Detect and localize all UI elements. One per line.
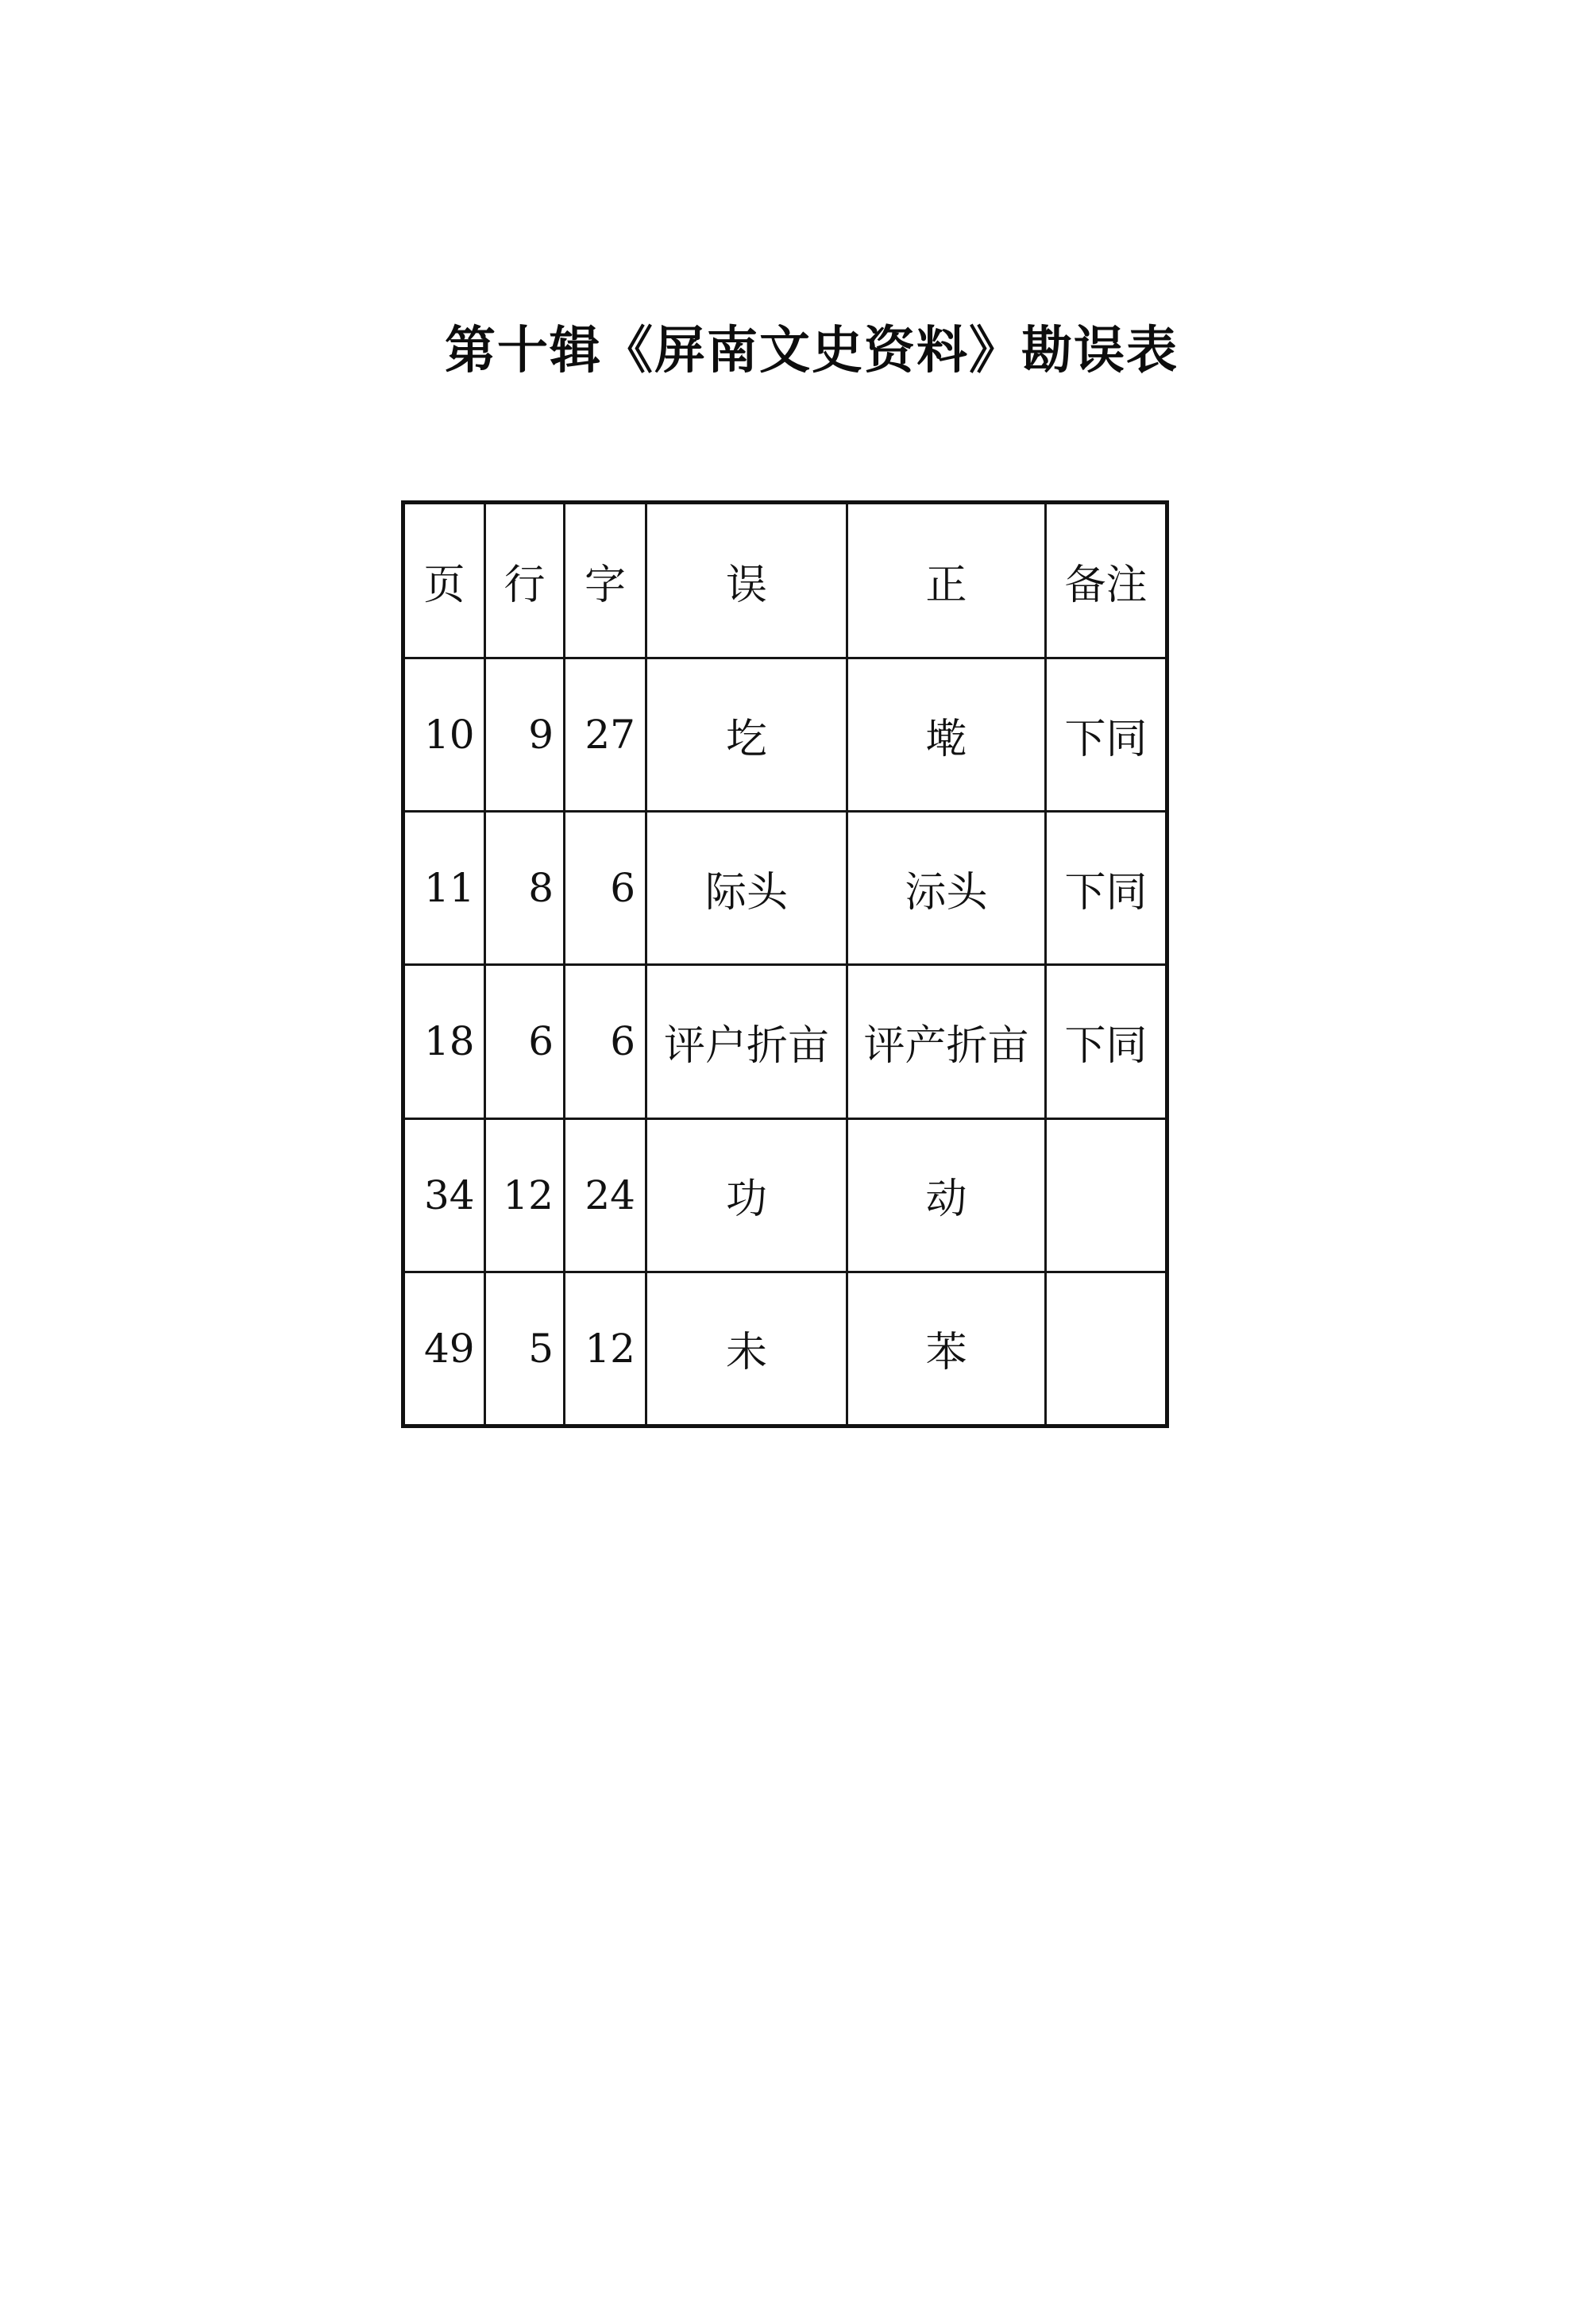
cell-correct: 沶头 <box>847 812 1046 965</box>
cell-char: 12 <box>565 1272 646 1426</box>
table-row <box>403 965 1167 1118</box>
cell-char: 6 <box>565 812 646 965</box>
cell-char: 24 <box>565 1118 646 1272</box>
cell-page: 11 <box>403 812 485 965</box>
header-correct: 正 <box>847 503 1046 658</box>
cell-char: 6 <box>565 965 646 1118</box>
table-header-row <box>403 503 1167 658</box>
cell-wrong: 际头 <box>646 812 847 965</box>
cell-char: 27 <box>565 658 646 812</box>
cell-page: 34 <box>403 1118 485 1272</box>
cell-page: 18 <box>403 965 485 1118</box>
cell-line: 6 <box>485 965 565 1118</box>
table-row <box>403 1118 1167 1272</box>
cell-page: 10 <box>403 658 485 812</box>
cell-line: 5 <box>485 1272 565 1426</box>
header-note: 备注 <box>1046 503 1167 658</box>
cell-note: 下同 <box>1046 965 1167 1118</box>
header-line: 行 <box>485 503 565 658</box>
cell-correct: 墘 <box>847 658 1046 812</box>
cell-note <box>1046 1118 1167 1272</box>
cell-line: 8 <box>485 812 565 965</box>
cell-wrong: 圪 <box>646 658 847 812</box>
cell-page: 49 <box>403 1272 485 1426</box>
cell-correct: 苯 <box>847 1272 1046 1426</box>
cell-line: 9 <box>485 658 565 812</box>
header-page: 页 <box>403 503 485 658</box>
table-row <box>403 1272 1167 1426</box>
cell-correct: 动 <box>847 1118 1046 1272</box>
cell-note: 下同 <box>1046 812 1167 965</box>
cell-correct: 评产折亩 <box>847 965 1046 1118</box>
cell-note: 下同 <box>1046 658 1167 812</box>
cell-wrong: 评户折亩 <box>646 965 847 1118</box>
table-row <box>403 812 1167 965</box>
table-row <box>403 658 1167 812</box>
header-char: 字 <box>565 503 646 658</box>
cell-line: 12 <box>485 1118 565 1272</box>
cell-wrong: 功 <box>646 1118 847 1272</box>
cell-note <box>1046 1272 1167 1426</box>
page-title: 第十辑《屏南文史资料》勘误表 <box>445 322 1179 380</box>
cell-wrong: 未 <box>646 1272 847 1426</box>
errata-table <box>401 500 1169 1428</box>
header-wrong: 误 <box>646 503 847 658</box>
